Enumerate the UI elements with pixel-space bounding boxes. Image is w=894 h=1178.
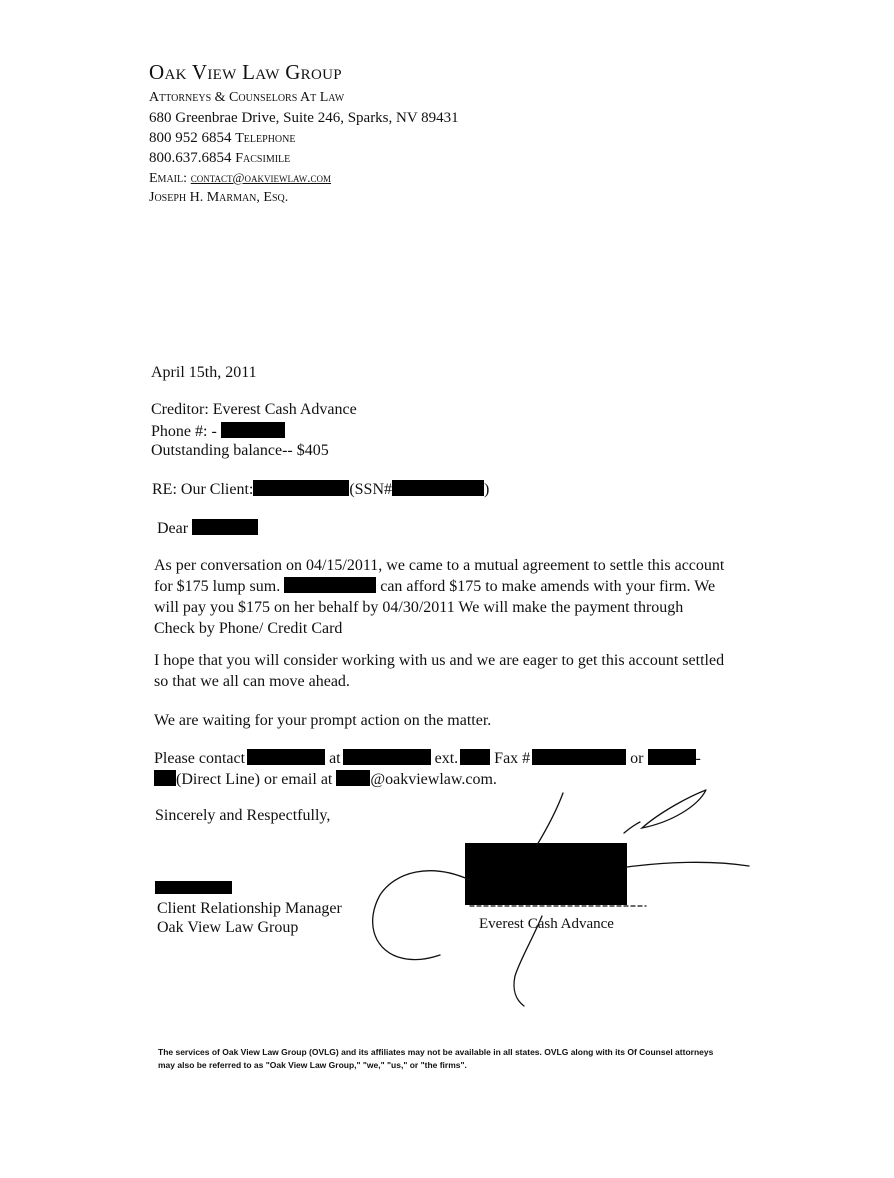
text-line: will pay you $175 on her behalf by 04/30/2011 We will make the payment through <box>154 599 684 616</box>
sender-firm: Oak View Law Group <box>157 919 299 936</box>
creditor-line: Creditor: Everest Cash Advance <box>151 401 357 418</box>
firm-name: Oak View Law Group <box>149 60 342 84</box>
text-span: @oakviewlaw.com. <box>370 771 497 788</box>
sender-title: Client Relationship Manager <box>157 900 342 917</box>
text-line: so that we all can move ahead. <box>154 673 350 690</box>
text-span: Please contact <box>154 750 246 767</box>
footer-line: The services of Oak View Law Group (OVLG) and its affiliates may not be available in all states. OVLG along with its Of Counsel attorneys <box>158 1047 714 1057</box>
text-span: at <box>329 750 341 767</box>
footer-line: may also be referred to as "Oak View Law Group," "we," "us," or "the firms". <box>158 1060 467 1070</box>
footer-disclaimer <box>158 1046 758 1072</box>
signature-stroke <box>537 793 563 845</box>
re-label: RE: Our Client: <box>152 481 254 498</box>
signature-stroke <box>373 871 470 960</box>
email-label: Email: <box>149 171 187 186</box>
email-link[interactable]: contact@oakviewlaw.com <box>190 170 332 185</box>
ssn-close: ) <box>484 481 490 498</box>
attorney-name: Joseph H. Marman, Esq. <box>149 190 289 205</box>
firm-address: 680 Greenbrae Drive, Suite 246, Sparks, NV 89431 <box>149 110 459 126</box>
salutation-text: Dear <box>157 520 189 537</box>
text-span: or <box>630 750 644 767</box>
signature-stroke <box>624 822 640 833</box>
text-span: (Direct Line) or email at <box>176 771 333 788</box>
text-line: I hope that you will consider working with us and we are eager to get this account settled <box>154 652 725 669</box>
closing: Sincerely and Respectfully, <box>155 807 331 824</box>
text-span: ext. <box>434 750 459 767</box>
phone-field-label: Phone #: - <box>151 423 217 440</box>
phone-label: Telephone <box>235 131 296 146</box>
signature-stroke <box>642 790 706 828</box>
signature-stroke <box>514 916 542 1006</box>
text-span: - <box>695 750 701 767</box>
firm-subtitle: Attorneys & Counselors At Law <box>149 90 345 105</box>
text-span: for $175 lump sum. <box>154 578 281 595</box>
text-line: We are waiting for your prompt action on the matter. <box>154 712 492 729</box>
fax-number: 800.637.6854 <box>149 150 232 166</box>
text-span: can afford $175 to make amends with your firm. We <box>380 578 716 595</box>
balance-line: Outstanding balance-- $405 <box>151 442 329 459</box>
phone-number: 800 952 6854 <box>149 130 232 146</box>
signature-stroke <box>627 862 749 867</box>
text-line: As per conversation on 04/15/2011, we came to a mutual agreement to settle this account <box>154 557 725 574</box>
fax-label: Facsimile <box>235 151 291 166</box>
text-span: Fax # <box>494 750 531 767</box>
ssn-label: (SSN# <box>349 481 393 498</box>
text-line: Check by Phone/ Credit Card <box>154 620 343 637</box>
creditor-signature-label: Everest Cash Advance <box>479 916 614 932</box>
letter-date: April 15th, 2011 <box>151 364 257 381</box>
